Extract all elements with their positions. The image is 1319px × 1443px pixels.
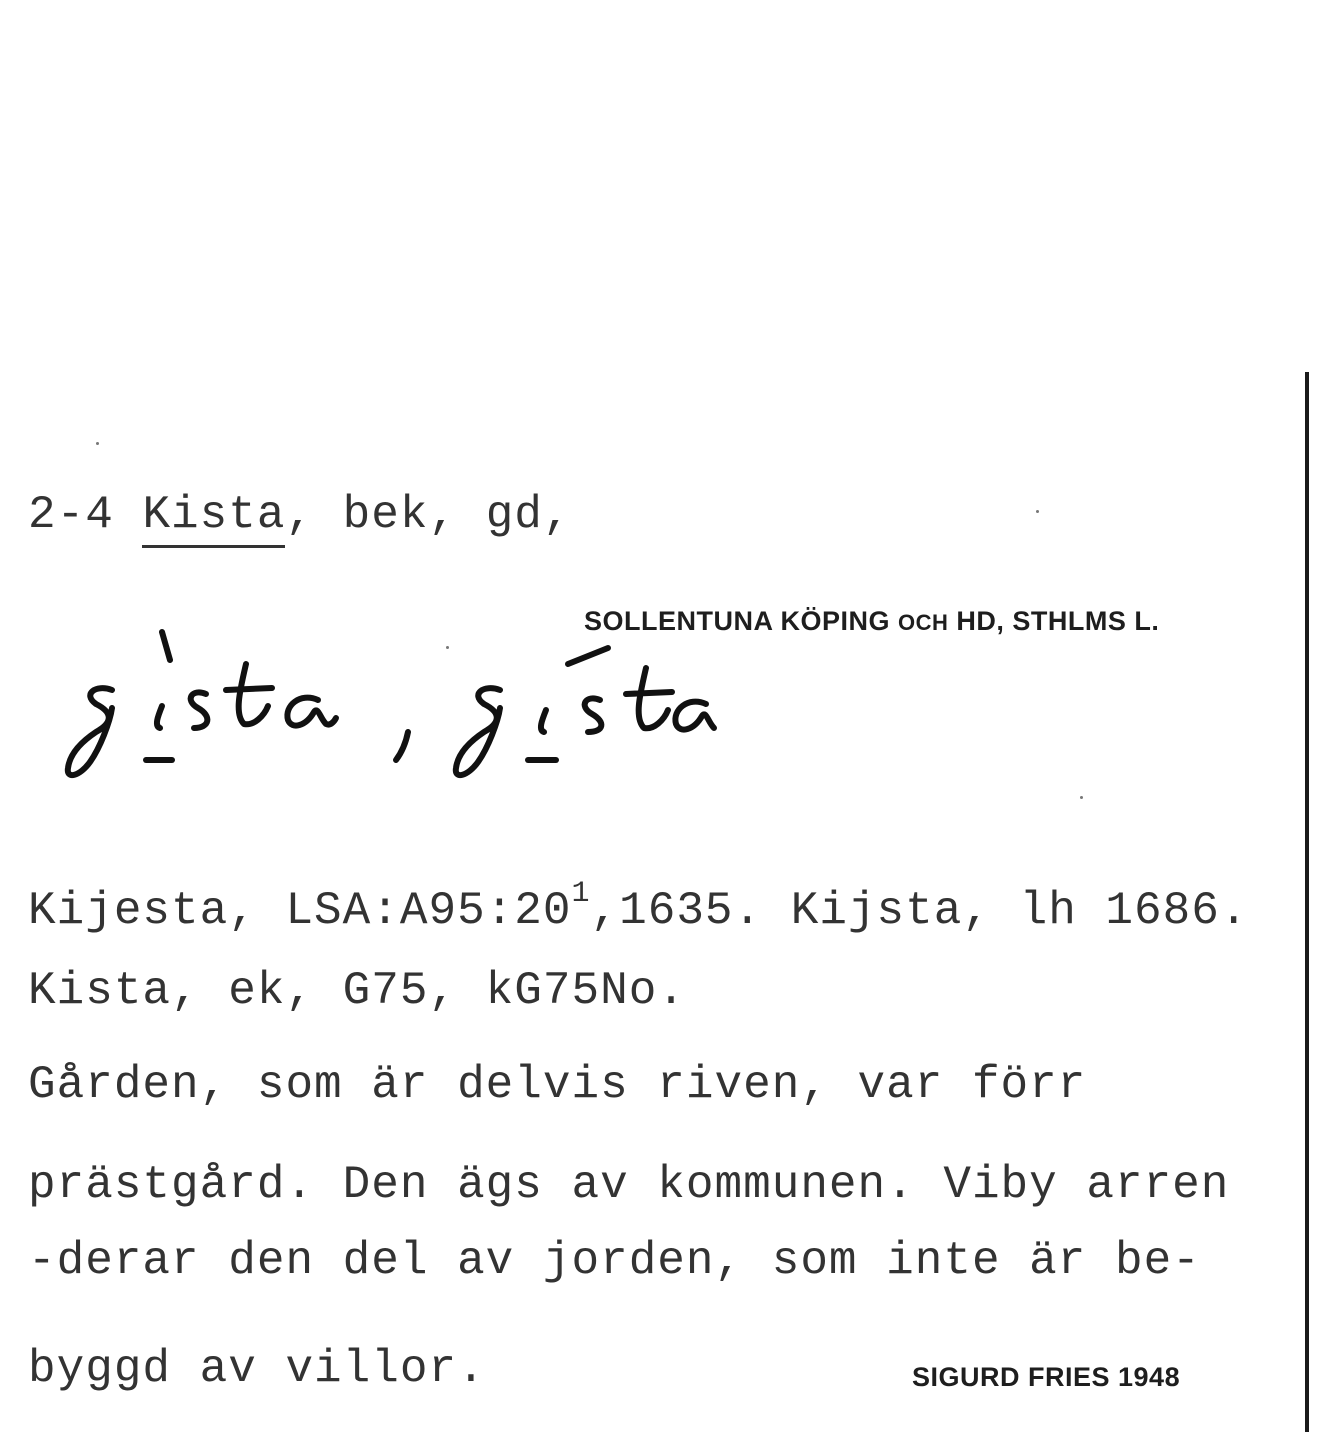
body-line-3: -derar den del av jorden, som inte är be-	[28, 1235, 1201, 1287]
body-line-2: prästgård. Den ägs av kommunen. Viby arren	[28, 1159, 1230, 1211]
scan-speck	[1036, 510, 1039, 513]
scan-speck	[1080, 796, 1083, 799]
record-line-2: Kista, ek, G75, kG75No.	[28, 965, 686, 1017]
signature-stamp: SIGURD FRIES 1948	[912, 1362, 1181, 1392]
body-line-1: Gården, som är delvis riven, var förr	[28, 1059, 1087, 1111]
card-number: 2-4	[28, 489, 114, 541]
scan-speck	[446, 646, 449, 649]
location-stamp: SOLLENTUNA KÖPING OCH HD, STHLMS L.	[584, 606, 1160, 636]
record-line-1: Kijesta, $LSA:A95:20^1,1635$. Kijsta, lh 1686.	[28, 877, 1249, 937]
body-line-4: byggd av villor.	[28, 1343, 486, 1395]
place-classification: , bek, gd,	[285, 489, 572, 541]
place-name: Kista	[142, 489, 285, 548]
scan-speck	[96, 442, 99, 445]
